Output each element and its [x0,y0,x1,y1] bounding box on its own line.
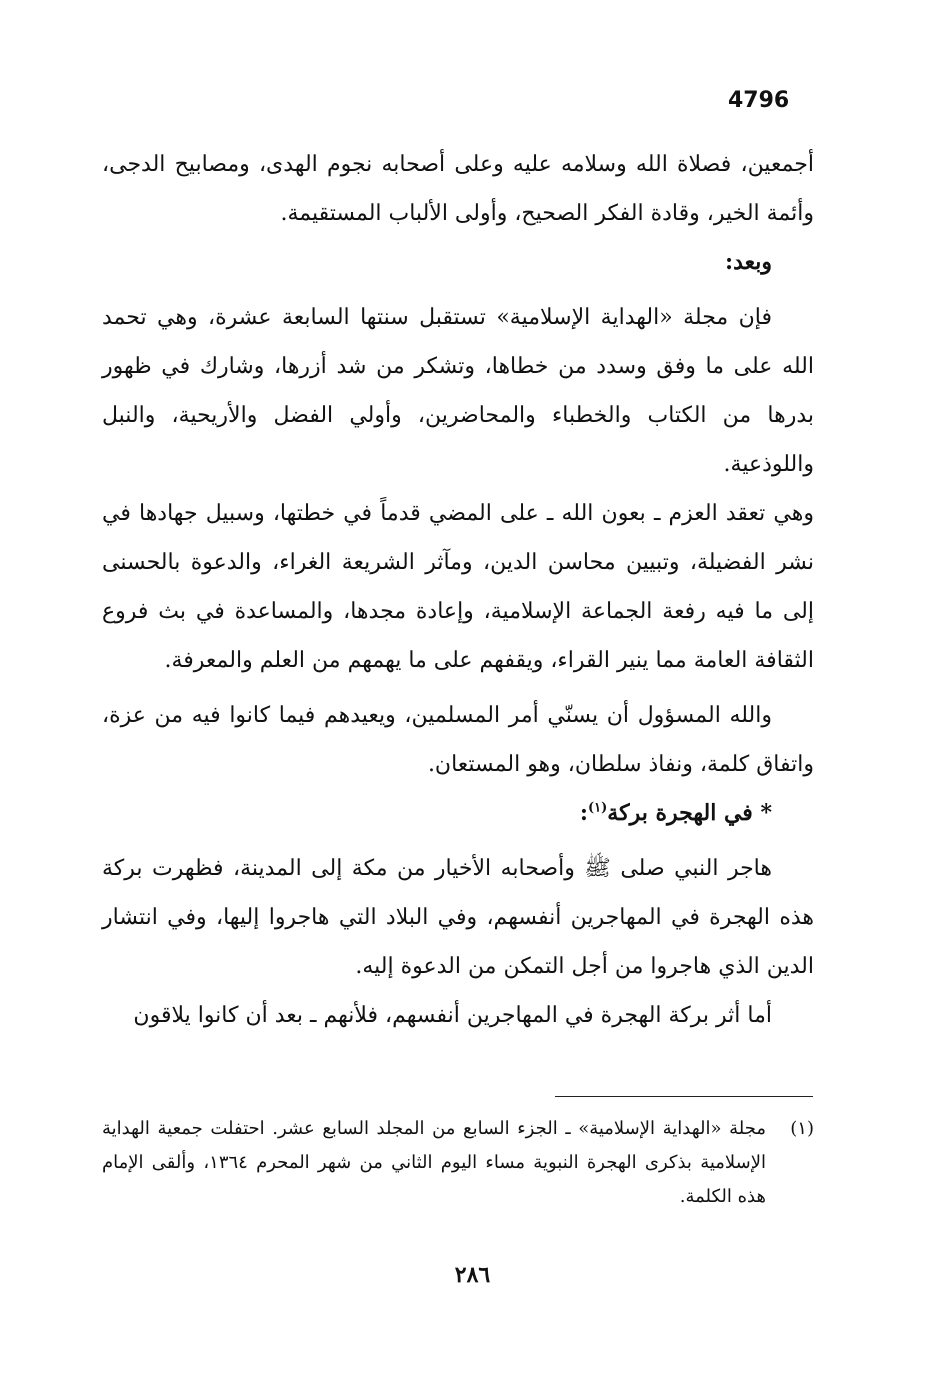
paragraph-hijra: هاجر النبي صلى ﷺ وأصحابه الأخيار من مكة إلى المدينة، فظهرت بركة هذه الهجرة في المهاجرين أنفسهم، وفي البلاد التي هاجروا إليها، وفي انتشار الدين الذي هاجروا من أجل التمكن من الدعوة إليه. [102,856,814,979]
page-number: ٢٨٦ [454,1262,491,1288]
paragraph-opening: أجمعين، فصلاة الله وسلامه عليه وعلى أصحابه نجوم الهدى، ومصابيح الدجى، وأئمة الخير، وقادة الفكر الصحيح، وأولى الألباب المستقيمة. [102,152,814,226]
footnote-marker: (١) [790,1118,814,1139]
top-page-reference: 4796 [728,88,790,113]
section-heading-suffix: : [579,800,588,826]
footnotes [102,1112,814,1214]
footnote-reference: (١) [588,800,608,816]
heading-wabad: وبعد: [724,249,772,275]
footnote-divider [555,1096,813,1097]
paragraph-prayer: والله المسؤول أن يسنّي أمر المسلمين، ويعيدهم فيما كانوا فيه من عزة، واتفاق كلمة، ونفاذ سلطان، وهو المستعان. [102,703,814,777]
paragraph-hijra-effect: أما أثر بركة الهجرة في المهاجرين أنفسهم، فلأنهم ـ بعد أن كانوا يلاقون [133,1003,772,1028]
section-heading [102,789,814,838]
section-heading-text: * في الهجرة بركة [607,800,772,826]
main-text [102,140,814,1040]
paragraph-resolve: وهي تعقد العزم ـ بعون الله ـ على المضي قدماً في خطتها، وسبيل جهادها في نشر الفضيلة، وتبيين محاسن الدين، ومآثر الشريعة الغراء، والدعوة بالحسنى إلى ما فيه رفعة الجماعة الإسلامية، وإعادة مجدها، والمساعدة في بث فروع الثقافة العامة مما ينير القراء، ويقفهم على ما يهمهم من العلم والمعرفة. [102,501,814,673]
footnote-text: مجلة «الهداية الإسلامية» ـ الجزء السابع من المجلد السابع عشر. احتفلت جمعية الهداية الإسلامية بذكرى الهجرة النبوية مساء اليوم الثاني من شهر المحرم ١٣٦٤، وألقى الإمام هذه الكلمة. [102,1118,767,1207]
footnote-item [102,1112,814,1214]
paragraph-magazine-intro: فإن مجلة «الهداية الإسلامية» تستقبل سنتها السابعة عشرة، وهي تحمد الله على ما وفق وسدد من خطاها، وتشكر من شد أزرها، وشارك في ظهور بدرها من الكتاب والخطباء والمحاضرين، وأولي الفضل والأريحية، والنبل واللوذعية. [102,305,814,477]
